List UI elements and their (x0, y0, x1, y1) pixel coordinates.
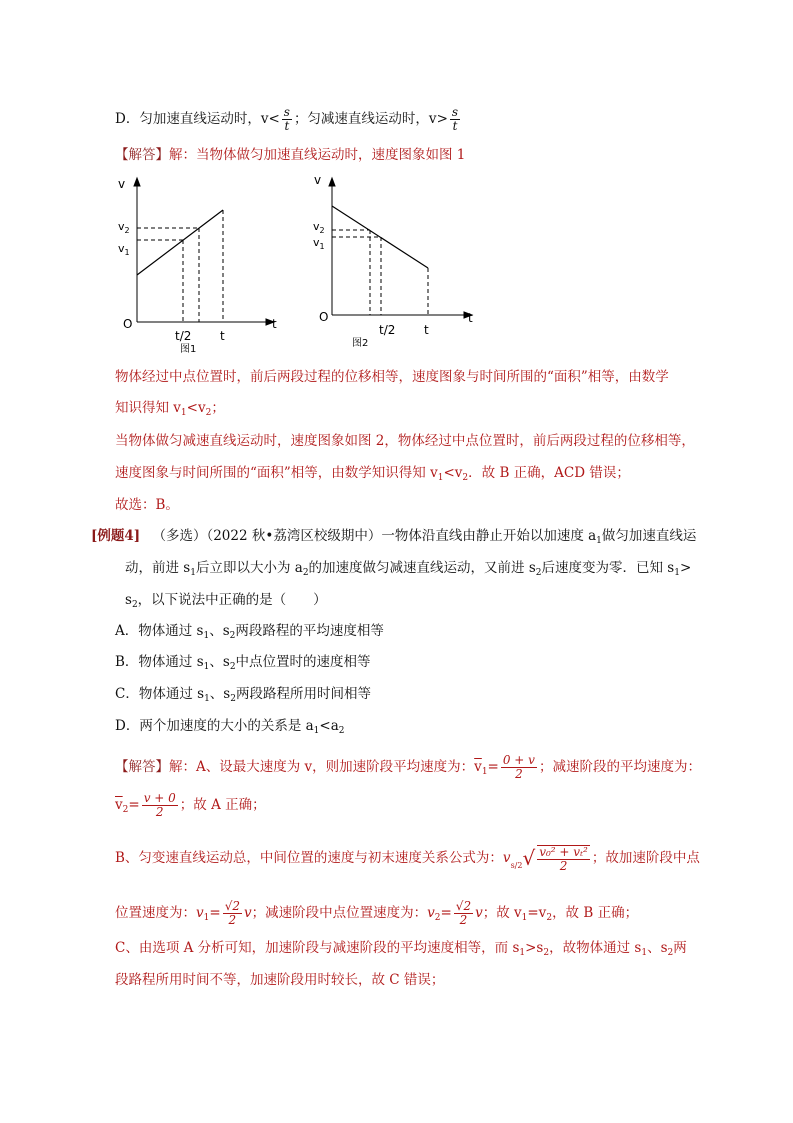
answer2-a-line1: 【解答】解：A、设最大速度为 v，则加速阶段平均速度为：$\overline{v}_1=$ $\frac{0 + v}{2}$ ；减速阶段的平均速度为： (115, 753, 701, 781)
fig1-v1-label: $v_1$ (118, 242, 130, 257)
fig1-velocity-line (137, 210, 223, 275)
para2-line2: 速度图象与时间所围的“面积”相等，由数学知识得知 $v_1<v_2$．故 B 正确，ACD 错误； (115, 465, 630, 483)
figure-1 (110, 170, 290, 360)
fig2-x-label: t (468, 311, 473, 325)
answer2-a-line2: $\overline{v}_2=$ $\frac{v + 0}{2}$ ；故 A 正确； (115, 791, 266, 819)
para1-line2: 知识得知 $v_1<v_2$； (115, 400, 225, 418)
fig1-x-label: t (272, 317, 277, 331)
answer2-tag: 【解答】 (115, 759, 169, 775)
fig1-thalf-label: t/2 (175, 329, 192, 343)
sqrt2-over-2-fraction-1: $\frac{√2}{2}$ (224, 899, 240, 927)
example4-line3: $s_2$，以下说法中正确的是（ ） (125, 592, 327, 610)
option-d-ex4: D．两个加速度的大小的关系是 $a_1<a_2$ (115, 718, 345, 736)
fraction-s-over-t: $\frac{s}{t}$ (283, 105, 290, 133)
example4-line2: 动，前进 $s_1$后立即以大小为 $a_2$的加速度做匀减速直线运动，又前进 $s_2$后速度变为零．已知 $s_1>$ (125, 560, 692, 578)
option-b: B．物体通过 $s_1$、$s_2$中点位置时的速度相等 (115, 654, 371, 672)
avg-velocity-accel-fraction: $\frac{0 + v}{2}$ (502, 753, 535, 781)
fraction-s-over-t-2: $\frac{s}{t}$ (451, 105, 459, 133)
fig2-thalf-label: t/2 (379, 323, 396, 337)
fig2-v2-label: $v_2$ (313, 220, 325, 235)
para1-line1: 物体经过中点位置时，前后两段过程的位移相等，速度图象与时间所围的“面积”相等，由数学 (115, 369, 669, 385)
fig2-t-label: t (424, 323, 429, 337)
example4-tag: [例题4] (91, 528, 141, 544)
example4-line1: [例题4] （多选）（2022 秋•荔湾区校级期中）一物体沿直线由静止开始以加速度 $a_1$做匀加速直线运 (91, 528, 697, 546)
answer2-b-line2: 位置速度为：$v_1=$ $\frac{√2}{2}$ v；减速阶段中点位置速度为：$v_2=$ $\frac{√2}{2}$ v；故 $v_1=v_2$，故 B 正确； (115, 899, 639, 927)
fig1-v2-label: $v_2$ (118, 220, 130, 235)
fig2-y-arrow (329, 178, 335, 186)
fig1-caption: 图1 (180, 344, 197, 355)
answer-tag: 【解答】 (115, 147, 169, 163)
answer2-c-line1: C、由选项 A 分析可知，加速阶段与减速阶段的平均速度相等，而 $s_1>s_2$，故物体通过 $s_1$、$s_2$两 (115, 940, 687, 958)
mid-position-velocity-formula: $\frac{\text{v₀² + vₜ²}}{2}$ (539, 844, 588, 873)
fig1-y-label: v (118, 177, 126, 191)
avg-velocity-decel-fraction: $\frac{v + 0}{2}$ (143, 791, 176, 819)
fig1-origin: O (123, 317, 133, 331)
option-c: C．物体通过 $s_1$、$s_2$两段路程所用时间相等 (115, 686, 371, 704)
fig2-origin: O (319, 310, 329, 324)
fig2-v1-label: $v_1$ (313, 236, 325, 251)
sqrt2-over-2-fraction-2: $\frac{√2}{2}$ (455, 899, 472, 927)
answer-1: 【解答】解：当物体做匀加速直线运动时，速度图象如图 1 (115, 147, 466, 163)
option-a: A．物体通过 $s_1$、$s_2$两段路程的平均速度相等 (115, 623, 384, 641)
fig2-y-label: v (314, 173, 322, 187)
answer2-b-line1: B、匀变速直线运动总，中间位置的速度与初末速度关系公式为：$v_{s/2}√$ $\frac{\text{v₀² + vₜ²}}{2}$ ；故加速阶段中点 (115, 844, 700, 873)
fig1-y-arrow (134, 178, 140, 186)
fig2-caption: 图2 (352, 338, 369, 349)
figure-2 (308, 170, 488, 360)
fig1-t-label: t (220, 329, 225, 343)
answer2-c-line2: 段路程所用时间不等，加速阶段用时较长，故 C 错误； (115, 972, 445, 988)
para2-line1: 当物体做匀减速直线运动时，速度图象如图 2，物体经过中点位置时，前后两段过程的位移相等， (115, 433, 695, 449)
option-d: D．匀加速直线运动时，v< $\frac{s}{t}$ ；匀减速直线运动时，v> $\frac{s}{t}$ (115, 105, 459, 133)
choose-answer: 故选：B。 (115, 497, 179, 513)
